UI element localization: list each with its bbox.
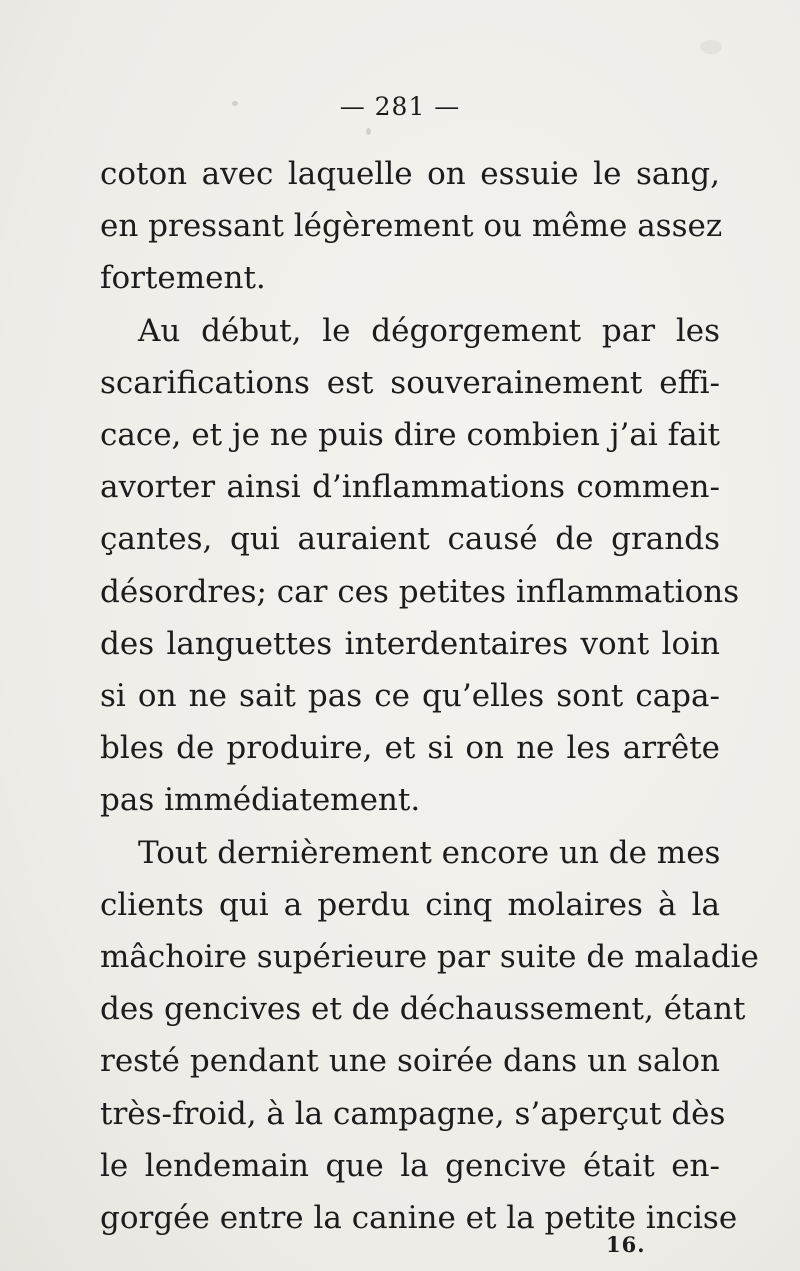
text-line: très-froid, à la campagne, s’aperçut dès [100, 1095, 726, 1132]
text-line: fortement. [100, 260, 266, 297]
text-line: mâchoire supérieure par suite de maladie [100, 939, 759, 976]
text-line: si on ne sait pas ce qu’elles sont capa- [100, 678, 720, 715]
printer-signature-mark: 16. [606, 1232, 646, 1257]
text-line: désordres; car ces petites inflammations [100, 573, 740, 610]
text-line: bles de produire, et si on ne les arrête [100, 730, 720, 767]
text-line: Tout dernièrement encore un de mes [138, 834, 721, 871]
text-line: des languettes interdentaires vont loin [100, 625, 720, 662]
paper-stain [700, 40, 722, 54]
text-line: gorgée entre la canine et la petite incise [100, 1200, 738, 1237]
text-line: en pressant légèrement ou même assez [100, 208, 723, 245]
page-number: — 281 — [339, 92, 461, 121]
text-line: le lendemain que la gencive était en- [100, 1147, 720, 1184]
paragraph [100, 148, 723, 305]
body-text [100, 148, 759, 1244]
paragraph [100, 305, 740, 827]
text-line: pas immédiatement. [100, 782, 421, 819]
text-line: scarifications est souverainement effi- [100, 364, 720, 401]
text-line: des gencives et de déchaussement, étant [100, 991, 746, 1028]
text-line: coton avec laquelle on essuie le sang, [100, 156, 720, 192]
text-line: Au début, le dégorgement par les [138, 312, 720, 349]
paragraph [100, 827, 759, 1245]
text-line: cace, et je ne puis dire combien j’ai fait [100, 417, 720, 454]
text-line: avorter ainsi d’inflammations commen- [100, 469, 720, 506]
text-line: resté pendant une soirée dans un salon [100, 1043, 720, 1080]
text-line: clients qui a perdu cinq molaires à la [100, 886, 720, 923]
ink-speck [366, 128, 371, 135]
text-line: çantes, qui auraient causé de grands [100, 521, 720, 558]
